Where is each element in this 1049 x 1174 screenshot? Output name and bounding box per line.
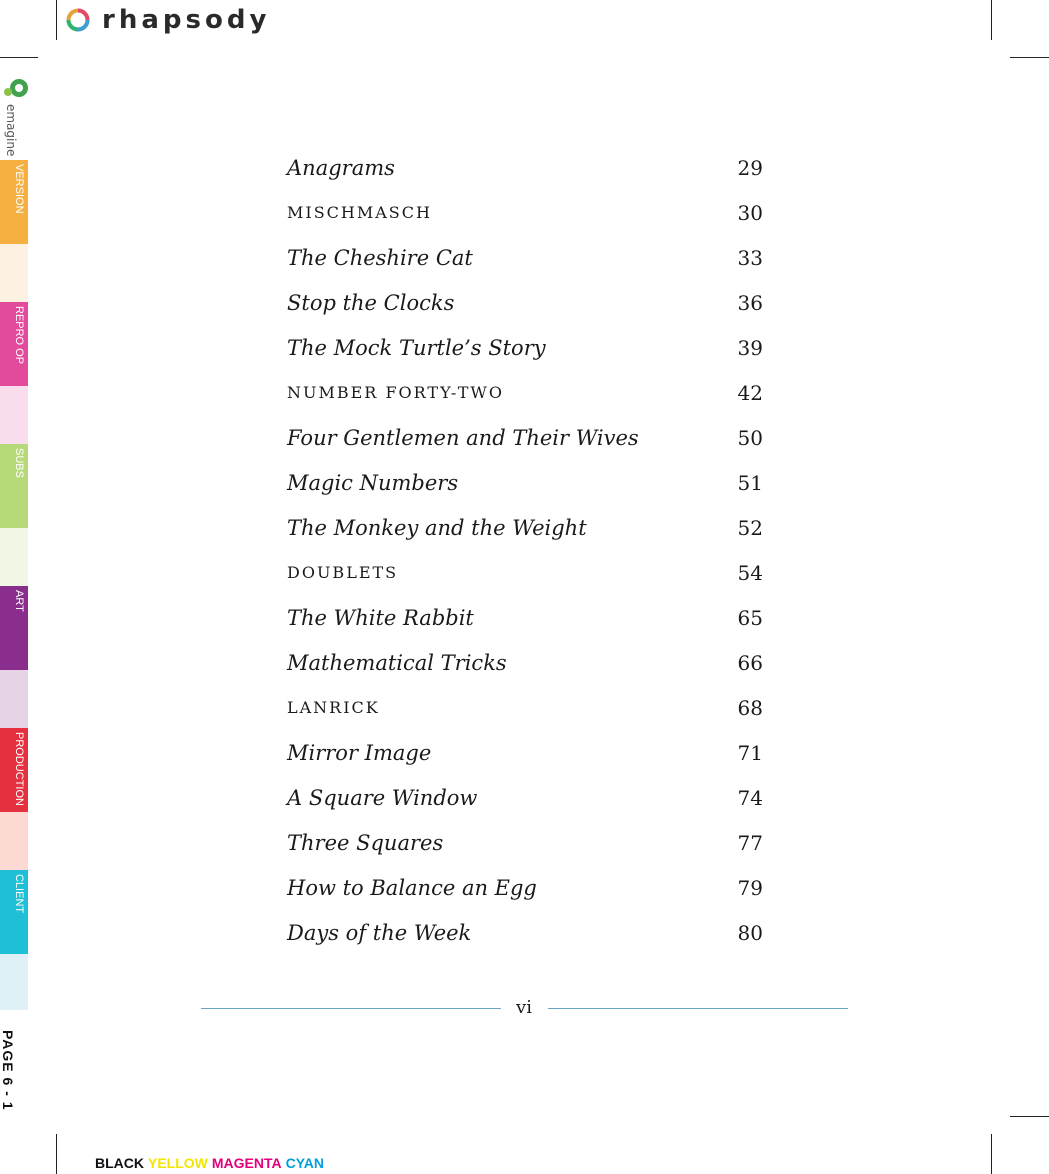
tab-repro-op[interactable] — [0, 302, 28, 386]
toc-entry[interactable] — [287, 325, 763, 370]
tab-client-label: CLIENT — [13, 874, 25, 914]
toc-entry-title: Four Gentlemen and Their Wives — [287, 425, 639, 450]
crop-mark — [56, 0, 57, 40]
toc-entry-page: 66 — [737, 650, 763, 675]
workflow-strip — [0, 160, 28, 1010]
tab-repro-op-label: REPRO OP — [13, 306, 25, 365]
folio-rule-right — [548, 1008, 848, 1009]
toc-entry-page: 30 — [737, 200, 763, 225]
page-label: PAGE 6 - 1 — [0, 1030, 16, 1111]
toc-entry[interactable] — [287, 820, 763, 865]
toc-entry[interactable] — [287, 235, 763, 280]
emagine-label: emagine — [4, 104, 18, 157]
toc-entry[interactable] — [287, 505, 763, 550]
toc-entry[interactable] — [287, 460, 763, 505]
toc-entry-title: Three Squares — [287, 830, 444, 855]
color-yellow: YELLOW — [148, 1155, 208, 1171]
toc-entry-title: Mathematical Tricks — [287, 650, 507, 675]
toc-entry-page: 42 — [737, 380, 763, 405]
toc-entry-page: 68 — [737, 695, 763, 720]
crop-mark — [991, 1134, 992, 1174]
toc-entry-title: Anagrams — [287, 155, 395, 180]
toc-entry-title: The White Rabbit — [287, 605, 474, 630]
toc-entry-title: Mirror Image — [287, 740, 432, 765]
toc-entry-title: The Cheshire Cat — [287, 245, 473, 270]
brand-logo — [66, 2, 270, 38]
toc-entry-page: 77 — [737, 830, 763, 855]
toc-entry-page: 29 — [737, 155, 763, 180]
tab-client-tint — [0, 954, 28, 1010]
toc-entry-page: 74 — [737, 785, 763, 810]
tab-version-tint — [0, 244, 28, 302]
color-cyan: CYAN — [285, 1155, 325, 1171]
toc-entry[interactable] — [287, 370, 763, 415]
tab-version-label: VERSION — [13, 164, 25, 214]
tab-client[interactable] — [0, 870, 28, 954]
toc-entry[interactable] — [287, 145, 763, 190]
toc-entry[interactable] — [287, 190, 763, 235]
toc-entry[interactable] — [287, 640, 763, 685]
toc-entry-page: 33 — [737, 245, 763, 270]
toc-entry-title: How to Balance an Egg — [287, 875, 537, 900]
toc-entry-title: Days of the Week — [287, 920, 472, 945]
tab-production-label: PRODUCTION — [13, 732, 25, 806]
color-black: BLACK — [95, 1155, 144, 1171]
crop-mark — [991, 0, 992, 40]
toc-entry-page: 79 — [737, 875, 763, 900]
toc-entry[interactable] — [287, 595, 763, 640]
toc-entry[interactable] — [287, 730, 763, 775]
tab-production-tint — [0, 812, 28, 870]
toc-entry-title: NUMBER FORTY-TWO — [287, 383, 504, 402]
toc-entry-page: 50 — [737, 425, 763, 450]
toc-entry[interactable] — [287, 415, 763, 460]
rhapsody-ring-icon — [66, 8, 90, 32]
toc-entry-title: A Square Window — [287, 785, 478, 810]
crop-mark — [1010, 57, 1049, 58]
tab-subs-label: SUBS — [13, 448, 25, 478]
tab-production[interactable] — [0, 728, 28, 812]
toc-entry-title: Stop the Clocks — [287, 290, 455, 315]
toc-entry-page: 65 — [737, 605, 763, 630]
emagine-icon — [2, 76, 28, 100]
toc-entry-page: 80 — [737, 920, 763, 945]
toc-entry[interactable] — [287, 550, 763, 595]
color-bar — [95, 1155, 328, 1171]
emagine-logo — [0, 74, 30, 158]
table-of-contents — [287, 145, 763, 955]
tab-art-tint — [0, 670, 28, 728]
toc-entry-title: The Mock Turtle’s Story — [287, 335, 546, 360]
toc-entry-page: 51 — [737, 470, 763, 495]
toc-entry-title: Magic Numbers — [287, 470, 459, 495]
brand-name: rhapsody — [102, 5, 271, 35]
toc-entry-title: LANRICK — [287, 698, 380, 717]
toc-entry[interactable] — [287, 865, 763, 910]
toc-entry-page: 36 — [737, 290, 763, 315]
tab-subs-tint — [0, 528, 28, 586]
folio-rule-left — [201, 1008, 501, 1009]
toc-entry-title: The Monkey and the Weight — [287, 515, 587, 540]
toc-entry[interactable] — [287, 280, 763, 325]
toc-entry-title: DOUBLETS — [287, 563, 399, 582]
crop-mark — [1010, 1116, 1049, 1117]
tab-art-label: ART — [13, 590, 25, 612]
color-magenta: MAGENTA — [211, 1155, 282, 1171]
tab-repro-op-tint — [0, 386, 28, 444]
toc-entry-page: 39 — [737, 335, 763, 360]
tab-art[interactable] — [0, 586, 28, 670]
folio: vi — [516, 997, 532, 1018]
toc-entry-page: 52 — [737, 515, 763, 540]
toc-entry[interactable] — [287, 910, 763, 955]
tab-subs[interactable] — [0, 444, 28, 528]
toc-entry[interactable] — [287, 775, 763, 820]
toc-entry[interactable] — [287, 685, 763, 730]
toc-entry-page: 71 — [737, 740, 763, 765]
crop-mark — [0, 57, 38, 58]
tab-version[interactable] — [0, 160, 28, 244]
toc-entry-page: 54 — [737, 560, 763, 585]
toc-entry-title: MISCHMASCH — [287, 203, 432, 222]
crop-mark — [56, 1134, 57, 1174]
